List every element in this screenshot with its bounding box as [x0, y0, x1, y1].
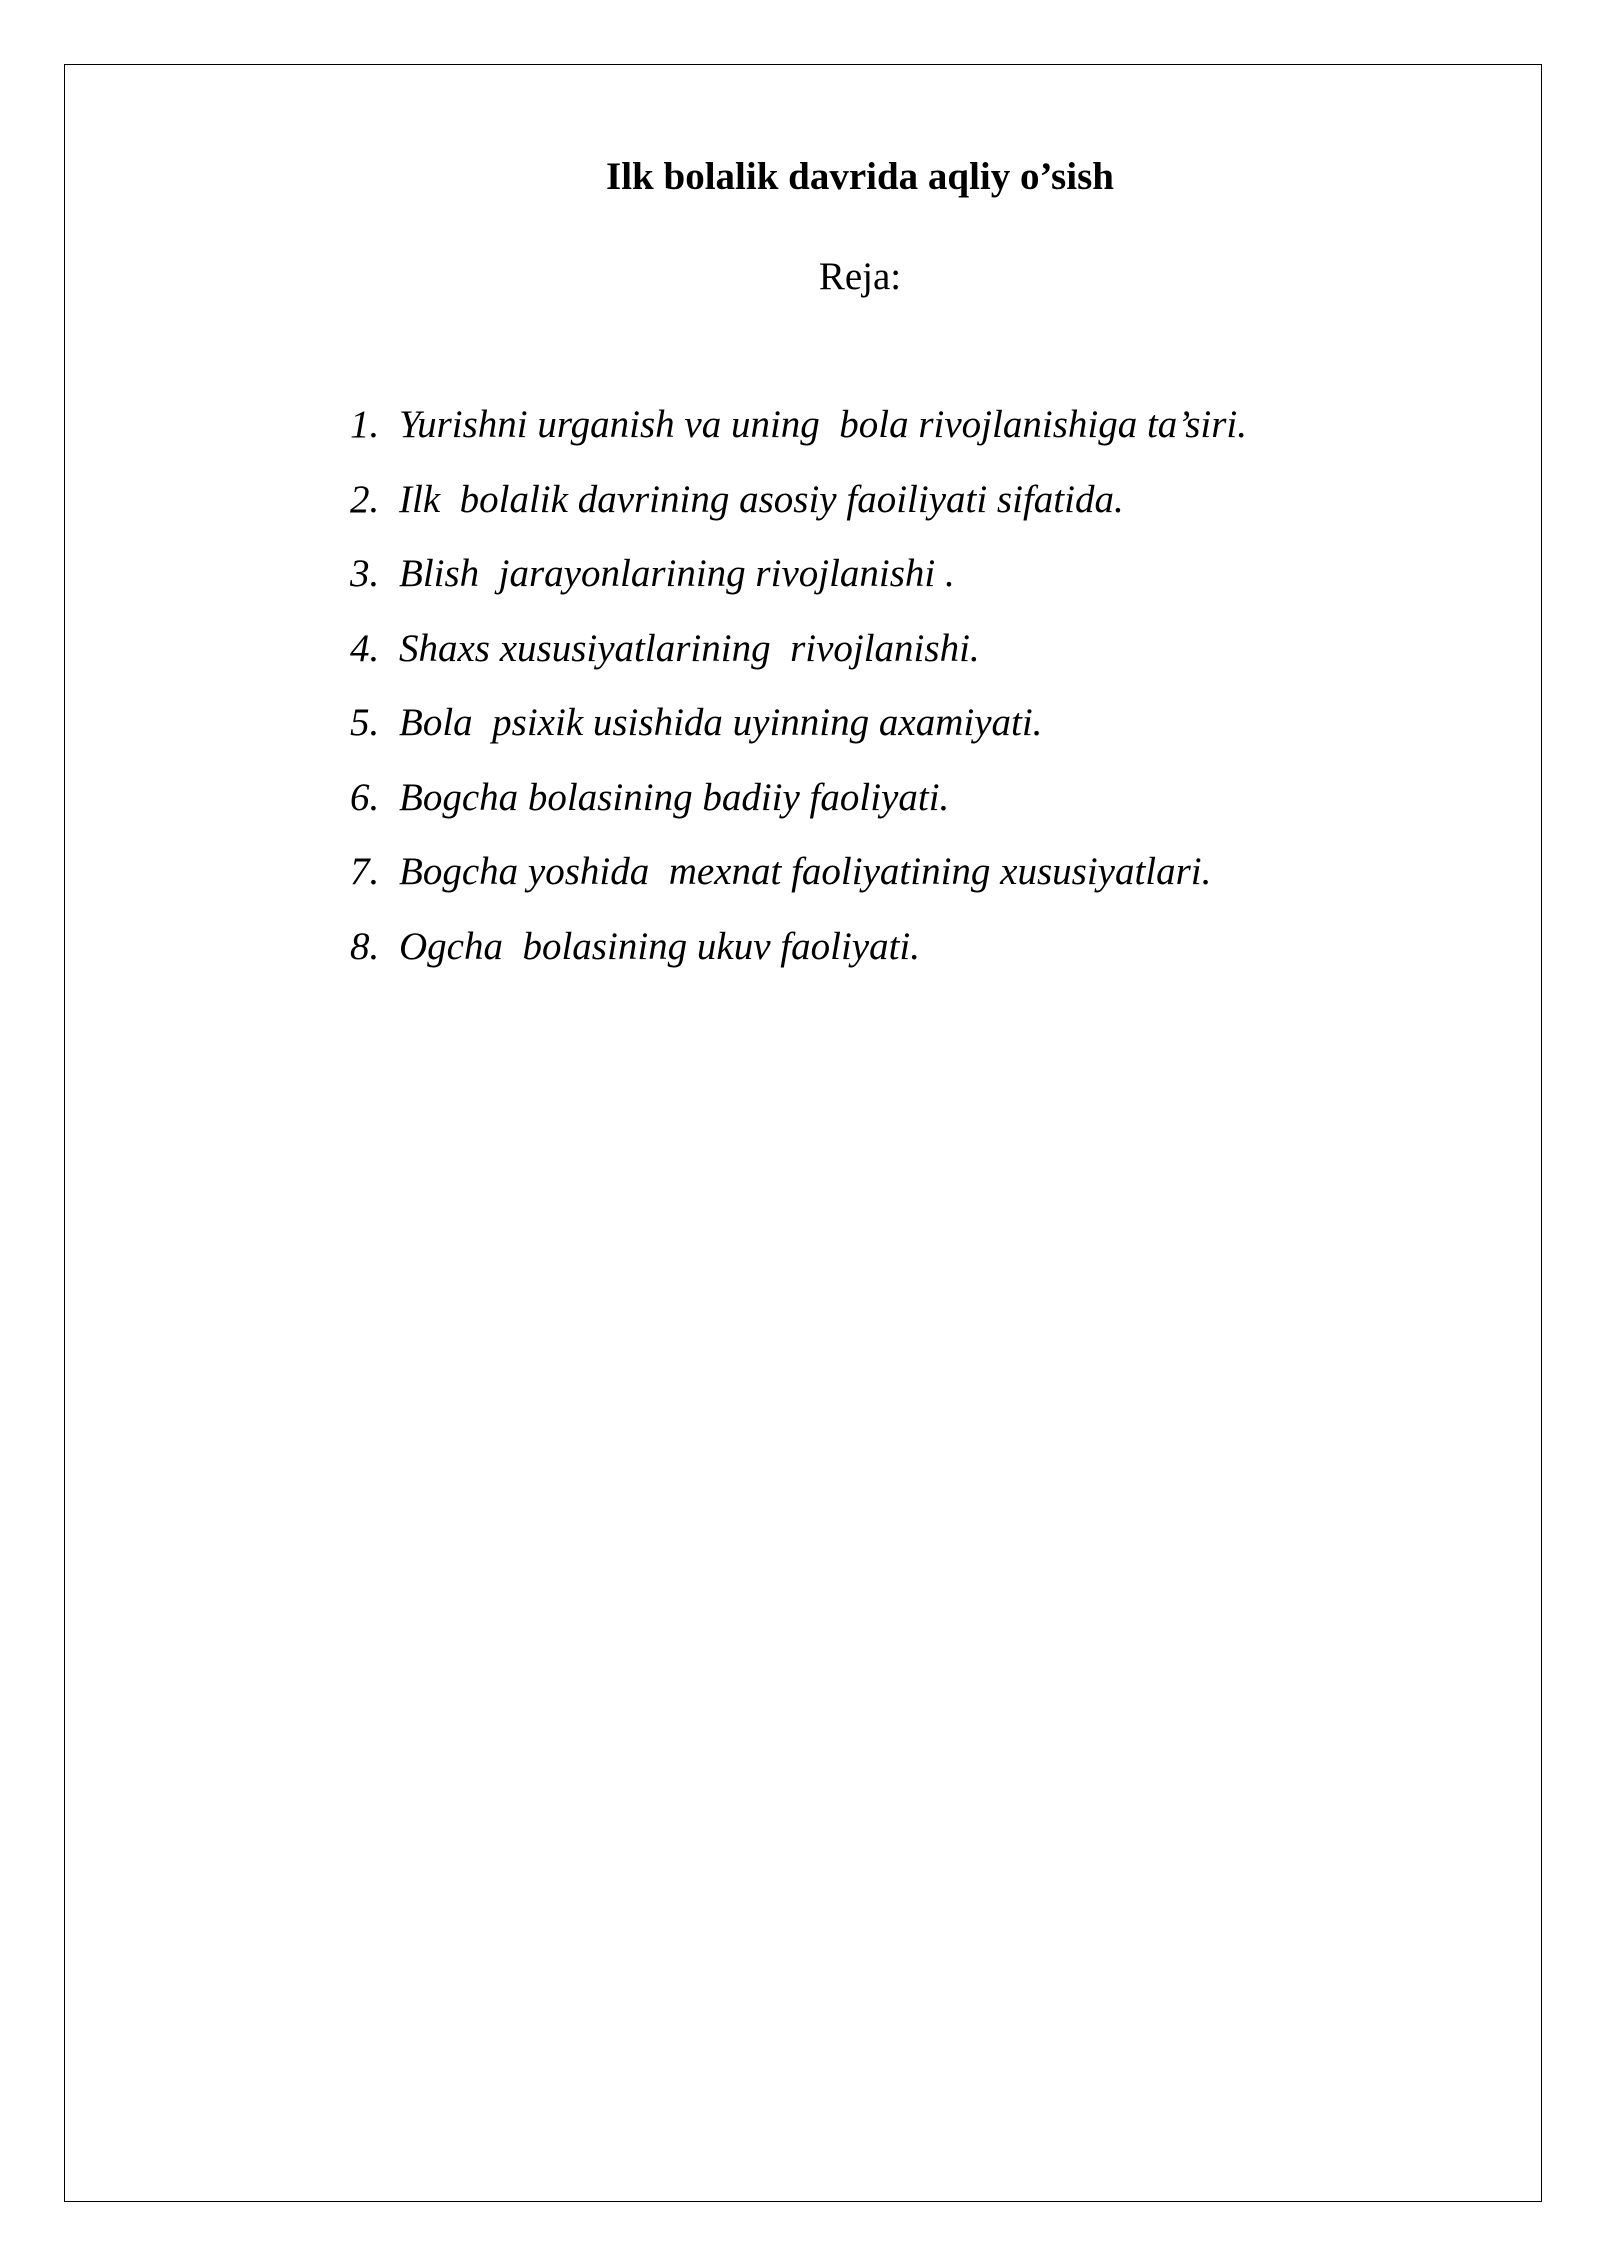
plan-item-number: 4.	[350, 626, 380, 670]
plan-item-number: 3.	[350, 552, 380, 595]
plan-item-number: 7.	[350, 850, 380, 893]
plan-item-text: Shaxs xususiyatlarining rivojlanishi.	[399, 626, 980, 670]
plan-item-3	[350, 549, 1247, 624]
plan-item-2	[350, 475, 1247, 550]
page-border	[64, 64, 1542, 2202]
plan-item-number: 2.	[350, 477, 380, 521]
plan-item-text: Yurishni urganish va uning bola rivojlanishiga ta’siri.	[399, 403, 1248, 446]
plan-item-number: 1.	[350, 403, 380, 446]
plan-item-text: Bogcha yoshida mexnat faoliyatining xususiyatlari.	[399, 850, 1212, 893]
plan-item-text: Blish jarayonlarining rivojlanishi .	[399, 552, 955, 595]
plan-item-1	[350, 400, 1247, 475]
plan-item-text: Bogcha bolasining badiiy faoliyati.	[399, 775, 950, 819]
plan-item-number: 8.	[350, 924, 380, 968]
plan-heading: Reja:	[818, 255, 902, 298]
plan-item-8	[350, 922, 1247, 997]
plan-item-5	[350, 698, 1247, 773]
plan-item-4	[350, 624, 1247, 699]
plan-item-6	[350, 773, 1247, 848]
plan-item-7	[350, 847, 1247, 922]
plan-item-number: 6.	[350, 775, 380, 819]
document-title: Ilk bolalik davrida aqliy o’sish	[606, 155, 1114, 198]
plan-list	[350, 400, 1247, 996]
plan-item-text: Bola psixik usishida uyinning axamiyati.	[399, 701, 1043, 744]
plan-item-text: Ogcha bolasining ukuv faoliyati.	[399, 924, 921, 968]
plan-item-number: 5.	[350, 701, 380, 744]
plan-item-text: Ilk bolalik davrining asosiy faoiliyati sifatida.	[399, 477, 1124, 521]
